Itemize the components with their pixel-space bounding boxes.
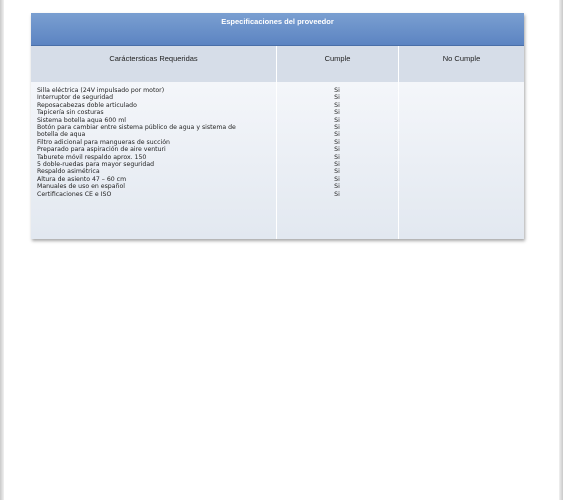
column-divider (398, 82, 399, 239)
requirement-item: Filtro adicional para mangueras de succión (37, 138, 170, 146)
header-requirements: Caráctersticas Requeridas (109, 54, 198, 63)
complies-value: Si (334, 138, 340, 146)
complies-value: Si (334, 190, 340, 198)
complies-value: Si (334, 146, 340, 154)
complies-value: Si (334, 116, 340, 124)
right-page-edge (559, 0, 563, 500)
table-title-bar (31, 13, 524, 46)
requirement-item: Interruptor de seguridad (37, 94, 114, 102)
complies-value: Si (334, 131, 340, 139)
table-header-row (31, 46, 524, 82)
requirement-item: Sistema botella aqua 600 ml (37, 116, 126, 124)
complies-value: Si (334, 183, 340, 191)
complies-value: Si (334, 153, 340, 161)
requirement-item: Botón para cambiar entre sistema público de agua y sistema de (37, 124, 236, 132)
complies-value: Si (334, 168, 340, 176)
requirement-item: Taburete móvil respaldo aprox. 150 (37, 153, 147, 161)
requirements-list (37, 87, 273, 198)
requirement-item: Respaldo asimétrica (37, 168, 100, 176)
requirement-item: Silla eléctrica (24V impulsado por motor) (37, 87, 165, 94)
complies-value: Si (334, 161, 340, 169)
complies-column (276, 87, 398, 198)
supplier-specifications-table (31, 13, 524, 239)
table-title: Especificaciones del proveedor (221, 17, 334, 26)
header-complies: Cumple (276, 46, 398, 82)
requirement-item: Manuales de uso en español (37, 183, 125, 191)
complies-value: Si (334, 109, 340, 117)
requirement-item: Reposacabezas doble articulado (37, 101, 137, 109)
complies-value: Si (334, 124, 340, 132)
requirement-item: Altura de asiento 47 – 60 cm (37, 175, 127, 183)
requirement-item: 5 doble-ruedas para mayor seguridad (37, 161, 155, 169)
complies-value: Si (334, 87, 340, 94)
complies-value: Si (334, 175, 340, 183)
requirement-item: Tapicería sin costuras (37, 109, 104, 117)
header-not-complies: No Cumple (398, 46, 524, 82)
left-page-edge (0, 0, 4, 500)
requirement-item: Preparado para aspiración de aire venturi (37, 146, 166, 154)
complies-value: Si (334, 101, 340, 109)
complies-value: Si (334, 94, 340, 102)
requirement-item: Certificaciones CE e ISO (37, 190, 112, 198)
requirement-item: botella de aqua (37, 131, 86, 139)
